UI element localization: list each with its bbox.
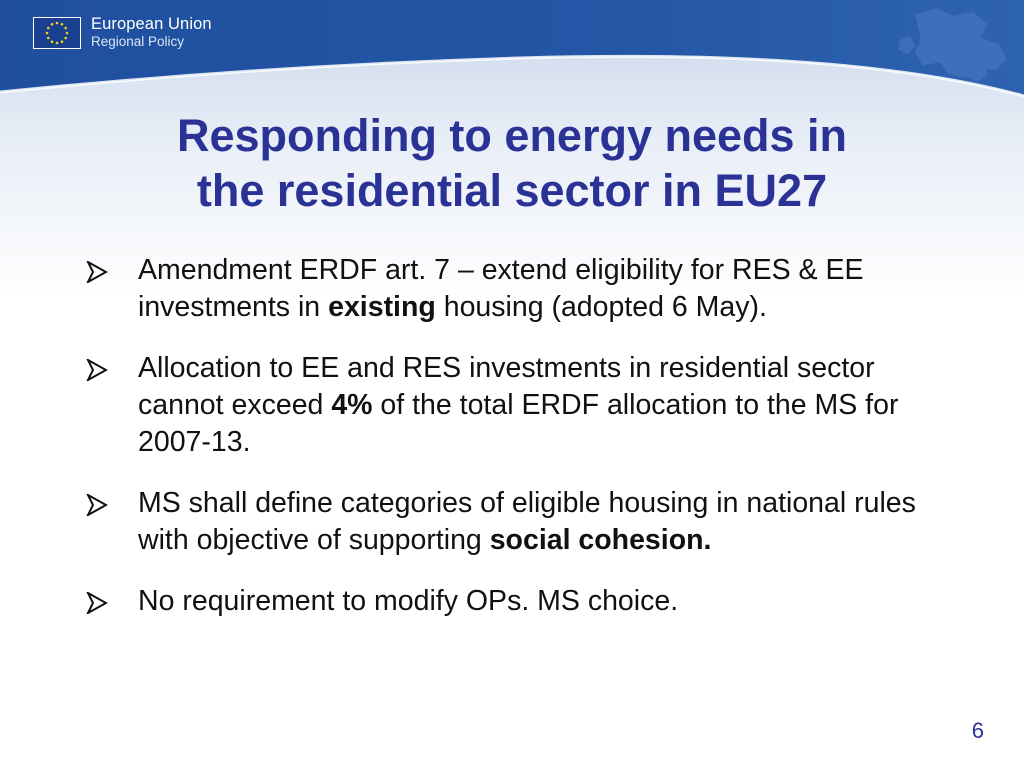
- bullet-emphasis: 4%: [331, 389, 373, 421]
- bullet-item: [86, 350, 946, 461]
- slide-title: [100, 108, 924, 218]
- eu-flag-logo: [33, 17, 81, 49]
- bullet-item: [86, 485, 946, 559]
- bullet-text: MS shall define categories of eligible housing in national rules with objective of supporting: [138, 487, 916, 556]
- bullet-emphasis: existing: [328, 291, 436, 323]
- bullet-item: [86, 583, 946, 620]
- org-name: European Union: [91, 15, 212, 33]
- bullet-text: Amendment ERDF art. 7 – extend eligibility for RES & EE investments in: [138, 254, 864, 323]
- arrowhead-bullet-icon: [86, 592, 108, 614]
- page-number: 6: [971, 718, 984, 743]
- bullet-item: [86, 252, 946, 326]
- bullet-text-end: of the total ERDF allocation to the MS for 2007-13.: [138, 389, 899, 458]
- slide-title-line-1: Responding to energy needs in: [176, 110, 848, 161]
- bullet-emphasis: social cohesion.: [489, 524, 712, 556]
- arrowhead-bullet-icon: [86, 359, 108, 381]
- arrowhead-bullet-icon: [86, 261, 108, 283]
- bullet-text: Allocation to EE and RES investments in residential sector cannot exceed: [138, 352, 875, 421]
- arrowhead-bullet-icon: [86, 494, 108, 516]
- org-subtitle: Regional Policy: [91, 33, 185, 49]
- bullet-text: No requirement to modify OPs. MS choice.: [138, 585, 679, 617]
- bullet-list: [86, 252, 946, 620]
- bullet-text-end: housing (adopted 6 May).: [435, 291, 767, 323]
- slide-title-line-2: the residential sector in EU27: [196, 165, 828, 216]
- brand-block: [91, 16, 212, 48]
